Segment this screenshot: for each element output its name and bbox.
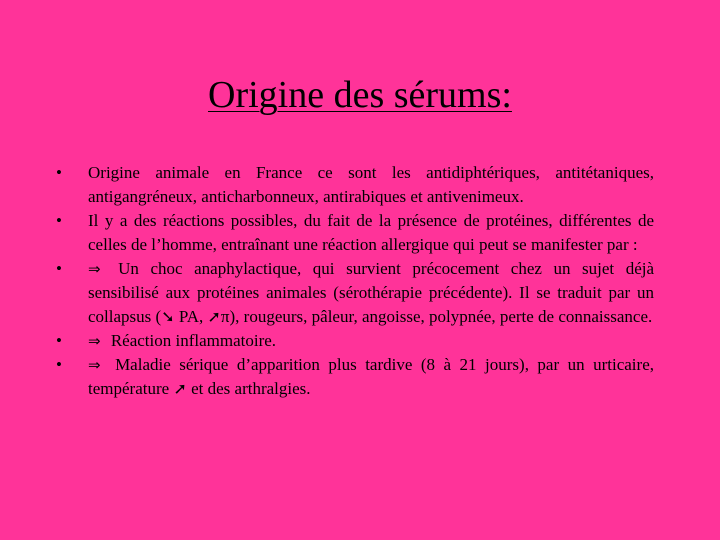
bullet-text: Réaction inflammatoire. xyxy=(110,331,277,350)
slide-title: Origine des sérums: xyxy=(208,74,512,116)
bullet-dot: • xyxy=(56,211,62,230)
bullet-text-part1: Un choc anaphylactique, qui survient précocement chez un sujet déjà sensibilisé aux protéines animales (sérothérapie précédente). Il se traduit par un collapsus ( xyxy=(88,259,655,326)
bullet-text: Origine animale en France ce sont les antidiphtériques, antitétaniques, antigangréneux, anticharbonneux, antirabiques et antivenimeux. xyxy=(88,163,654,206)
implies-arrow-icon: ⇒ xyxy=(88,260,101,278)
bullet-item-reactions xyxy=(52,209,654,257)
up-right-arrow-icon: ➚ xyxy=(207,307,221,326)
pi-symbol: π xyxy=(220,307,230,326)
up-right-arrow-icon: ➚ xyxy=(173,379,187,398)
bullet-text-part1: Maladie sérique d’apparition plus tardive (8 à 21 jours), par un urticaire, température xyxy=(88,355,654,398)
bullet-item-origin xyxy=(52,161,654,209)
implies-arrow-icon: ⇒ xyxy=(88,356,101,374)
implies-arrow-icon: ⇒ xyxy=(88,332,101,350)
bullet-dot: • xyxy=(56,259,62,278)
bullet-item-inflammatory xyxy=(52,329,654,353)
bullet-dot: • xyxy=(56,331,62,350)
bullet-dot: • xyxy=(56,163,62,182)
bullet-text-part2: PA, xyxy=(174,307,208,326)
down-right-arrow-icon: ➘ xyxy=(161,307,175,326)
bullet-item-serum-sickness xyxy=(52,353,654,401)
bullet-text-part2: et des arthralgies. xyxy=(186,379,311,398)
bullet-text: Il y a des réactions possibles, du fait de la présence de protéines, différentes de celles de l’homme, entraînant une réaction allergique qui peut se manifester par : xyxy=(88,211,654,254)
bullet-dot: • xyxy=(56,355,62,374)
bullet-text-part3: ), rougeurs, pâleur, angoisse, polypnée, perte de connaissance. xyxy=(229,307,653,326)
bullet-item-anaphylaxis xyxy=(52,257,654,329)
bullet-list xyxy=(52,161,654,401)
